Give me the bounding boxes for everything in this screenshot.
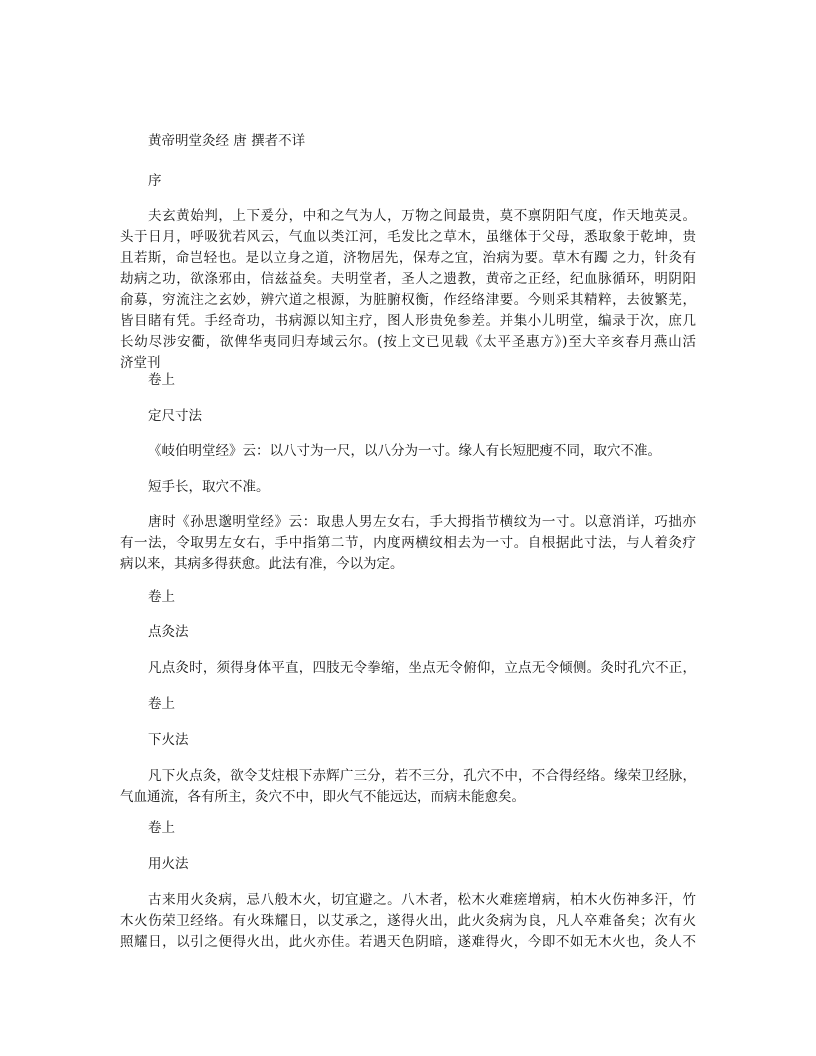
volume-heading: 卷上: [148, 820, 175, 836]
paragraph-line: 唐时《孙思邈明堂经》云：取患人男左女右，手大拇指节横纹为一寸。以意消详，巧拙亦: [148, 514, 696, 530]
preface-line: 且若斯，命岂轻也。是以立身之道，济物居先，保寿之宜，治病为要。草木有躅 之力，针灸有: [120, 250, 696, 266]
volume-heading: 卷上: [148, 696, 175, 712]
preface-paragraph: [120, 206, 696, 374]
section-heading: 定尺寸法: [148, 408, 202, 424]
preface-line: 俞募，穷流注之玄妙，辨穴道之根源，为脏腑权衡，作经络津要。今则采其精粹，去彼繁芜，: [120, 292, 696, 308]
volume-heading: 卷上: [148, 589, 175, 605]
body-paragraph: 短手长，取穴不准。: [148, 479, 270, 495]
preface-line: 头于日月，呼吸犹若风云，气血以类江河，毛发比之草木，虽继体于父母，悉取象于乾坤，贵: [120, 229, 696, 245]
paragraph-line: 照耀日，以引之便得火出，此火亦佳。若遇天色阴暗，遂难得火，今即不如无木火也，灸人不: [120, 934, 696, 950]
body-paragraph: [120, 512, 696, 575]
paragraph-line: 凡下火点灸，欲令艾炷根下赤辉广三分，若不三分，孔穴不中，不合得经络。缘荣卫经脉，: [148, 768, 696, 784]
body-paragraph: 《岐伯明堂经》云：以八寸为一尺，以八分为一寸。缘人有长短肥瘦不同，取穴不准。: [148, 443, 661, 459]
section-heading: 下火法: [148, 732, 189, 748]
preface-line: 济堂刊: [120, 355, 161, 371]
paragraph-line: 病以来，其病多得获愈。此法有准，今以为定。: [120, 556, 404, 572]
paragraph-line: 古来用火灸病，忌八般木火，切宜避之。八木者，松木火难瘥增病，柏木火伤神多汗，竹: [148, 892, 696, 908]
preface-heading: 序: [148, 173, 162, 189]
body-paragraph: [120, 766, 696, 808]
preface-line: 皆目睹有凭。手经奇功，书病源以知主疗，图人形贵免参差。并集小儿明堂，编录于次，庶几: [120, 313, 696, 329]
paragraph-line: 木火伤荣卫经络。有火珠耀日，以艾承之，遂得火出，此火灸病为良，凡人卒难备矣；次有火: [120, 913, 696, 929]
section-heading: 点灸法: [148, 624, 189, 640]
body-paragraph: [120, 890, 696, 953]
volume-heading: 卷上: [148, 372, 175, 388]
body-paragraph: [120, 658, 696, 679]
paragraph-line: 有一法，令取男左女右，手中指第二节，内度两横纹相去为一寸。自根据此寸法，与人着灸疗: [120, 535, 696, 551]
preface-line: 劫病之功，欲涤邪由，信兹益矣。夫明堂者，圣人之遗教，黄帝之正经，纪血脉循环，明阴阳: [120, 271, 696, 287]
preface-line: 夫玄黄始判，上下爰分，中和之气为人，万物之间最贵，莫不禀阴阳气度，作天地英灵。: [148, 208, 696, 224]
document-title: 黄帝明堂灸经 唐 撰者不详: [148, 133, 306, 149]
preface-line: 长幼尽涉安衢，欲俾华夷同归寿域云尔。(按上文已见载《太平圣惠方》)至大辛亥春月燕山活: [120, 334, 696, 350]
paragraph-line: 气血通流，各有所主，灸穴不中，即火气不能远达，而病未能愈矣。: [120, 789, 525, 805]
paragraph-line: 凡点灸时，须得身体平直，四肢无令拳缩，坐点无令俯仰，立点无令倾侧。灸时孔穴不正，: [148, 660, 696, 676]
section-heading: 用火法: [148, 856, 189, 872]
